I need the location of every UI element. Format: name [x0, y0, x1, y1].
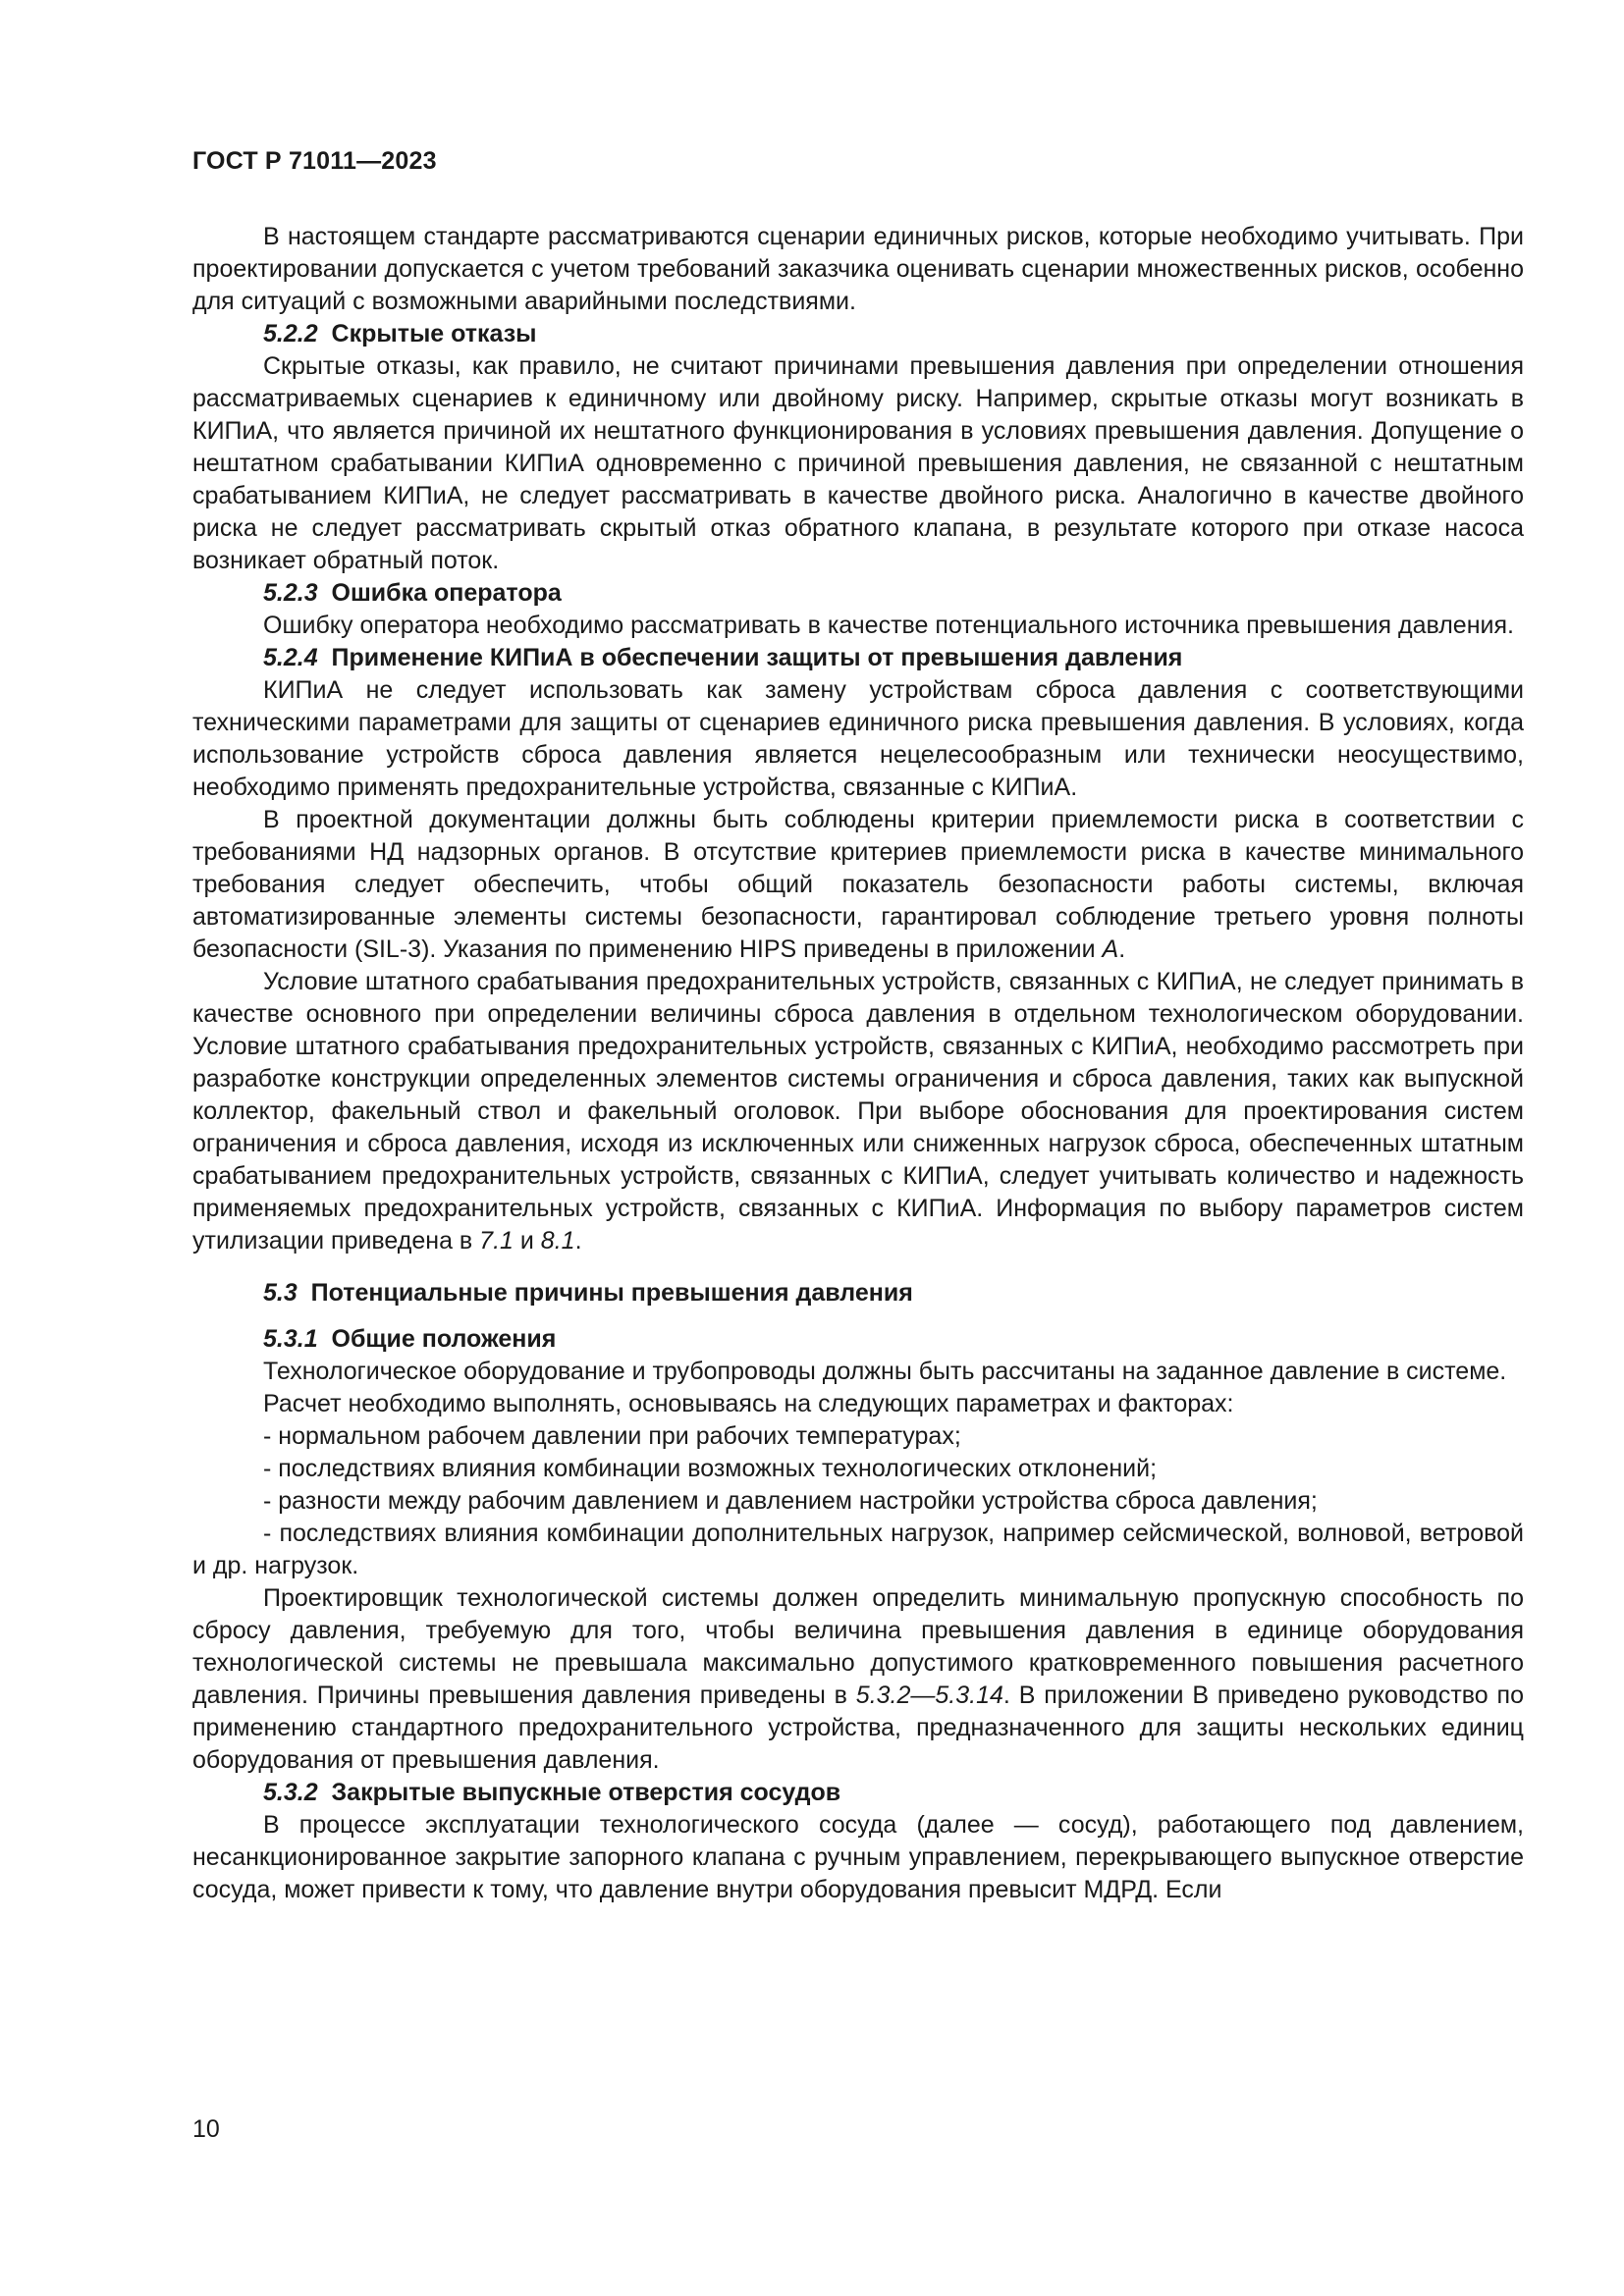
section-heading-5-3-2	[192, 1777, 1524, 1809]
section-heading-5-2-4	[192, 642, 1524, 674]
section-number: 5.3.1	[263, 1325, 318, 1353]
section-reference: 8.1	[540, 1227, 575, 1255]
paragraph-5-3-1-a: Технологическое оборудование и трубопроводы должны быть рассчитаны на заданное давление в системе.	[263, 1358, 1507, 1385]
section-title: Потенциальные причины превышения давления	[310, 1279, 913, 1307]
paragraph-text: В проектной документации должны быть соблюдены критерии приемлемости риска в соответствии с требованиями НД надзорных органов. В отсутствие критериев приемлемости риска в качестве минимального требования следует обеспечить, чтобы общий показатель безопасности работы системы, включая автоматизированные элементы системы безопасности, гарантировал соблюдение третьего уровня полноты безопасности (SIL-3). Указания по применению HIPS приведены в приложении	[192, 806, 1524, 963]
section-number: 5.3.2	[263, 1779, 318, 1806]
paragraph-text: . В приложении В приведено руководство по применению стандартного предохранительного устройства, предназначенного для защиты нескольких единиц оборудования от превышения давления.	[192, 1682, 1524, 1774]
paragraph-5-3-1-c	[192, 1582, 1524, 1777]
section-title: Применение КИПиА в обеспечении защиты от превышения давления	[331, 644, 1183, 671]
document-body	[192, 221, 1524, 1906]
section-title: Скрытые отказы	[331, 320, 537, 347]
paragraph-text: Условие штатного срабатывания предохранительных устройств, связанных с КИПиА, не следует принимать в качестве основного при определении величины сброса давления в отдельном технологическом оборудовании. Условие штатного срабатывания предохранительных устройств, связанных с КИПиА, необходимо рассмотреть при разработке конструкции определенных элементов системы ограничения и сброса давления, таких как выпускной коллектор, факельный ствол и факельный оголовок. При выборе обоснования для проектирования систем ограничения и сброса давления, исходя из исключенных или сниженных нагрузок сброса, обеспеченных штатным срабатыванием предохранительных устройств, связанных с КИПиА, следует учитывать количество и надежность применяемых предохранительных устройств, связанных с КИПиА. Информация по выбору параметров систем утилизации приведена в	[192, 968, 1524, 1255]
paragraph-text: и	[513, 1227, 541, 1255]
section-heading-5-2-2	[192, 318, 1524, 350]
section-reference: 7.1	[479, 1227, 514, 1255]
paragraph-5-2-4-c	[192, 966, 1524, 1257]
section-number: 5.2.3	[263, 579, 318, 607]
section-title: Общие положения	[331, 1325, 557, 1353]
paragraph-5-2-4-b	[192, 804, 1524, 966]
paragraph-5-2-3: Ошибку оператора необходимо рассматривать в качестве потенциального источника превышения давления.	[263, 612, 1514, 639]
paragraph-5-3-1-b: Расчет необходимо выполнять, основываясь на следующих параметрах и факторах:	[263, 1390, 1234, 1417]
section-number: 5.2.4	[263, 644, 318, 671]
appendix-reference: А	[1102, 935, 1119, 963]
section-title: Закрытые выпускные отверстия сосудов	[331, 1779, 841, 1806]
section-heading-5-3-1	[192, 1323, 1524, 1356]
list-item: - последствиях влияния комбинации дополнительных нагрузок, например сейсмической, волновой, ветровой и др. нагрузок.	[192, 1520, 1524, 1579]
list-item: - разности между рабочим давлением и давлением настройки устройства сброса давления;	[263, 1487, 1318, 1515]
section-number: 5.3	[263, 1279, 298, 1307]
list-item: - последствиях влияния комбинации возможных технологических отклонений;	[263, 1455, 1158, 1482]
section-number: 5.2.2	[263, 320, 318, 347]
paragraph-5-2-2: Скрытые отказы, как правило, не считают причинами превышения давления при определении отношения рассматриваемых сценариев к единичному или двойному риску. Например, скрытые отказы могут возникать в КИПиА, что является причиной их нештатного функционирования в условиях превышения давления. Допущение о нештатном срабатывании КИПиА одновременно с причиной превышения давления, не связанной с нештатным срабатыванием КИПиА, не следует рассматривать в качестве двойного риска. Аналогично в качестве двойного риска не следует рассматривать скрытый отказ обратного клапана, в результате которого при отказе насоса возникает обратный поток.	[192, 352, 1524, 574]
paragraph-5-2-4-a: КИПиА не следует использовать как замену устройствам сброса давления с соответствующими техническими параметрами для защиты от сценариев единичного риска превышения давления. В условиях, когда использование устройств сброса давления является нецелесообразным или технически неосуществимо, необходимо применять предохранительные устройства, связанные с КИПиА.	[192, 676, 1524, 801]
section-heading-5-2-3	[192, 577, 1524, 610]
section-heading-5-3	[192, 1277, 1524, 1309]
section-title: Ошибка оператора	[331, 579, 562, 607]
paragraph-text: .	[1118, 935, 1126, 963]
page-number: 10	[192, 2115, 220, 2143]
document-id-header: ГОСТ Р 71011—2023	[192, 147, 437, 175]
list-item: - нормальном рабочем давлении при рабочих температурах;	[263, 1422, 961, 1450]
paragraph-text: .	[574, 1227, 582, 1255]
paragraph-intro: В настоящем стандарте рассматриваются сценарии единичных рисков, которые необходимо учитывать. При проектировании допускается с учетом требований заказчика оценивать сценарии множественных рисков, особенно для ситуаций с возможными аварийными последствиями.	[192, 223, 1524, 315]
section-reference: 5.3.2—5.3.14	[855, 1682, 1003, 1709]
paragraph-text: Проектировщик технологической системы должен определить минимальную пропускную способность по сбросу давления, требуемую для того, чтобы величина превышения давления в единице оборудования технологической системы не превышала максимально допустимого кратковременного повышения расчетного давления. Причины превышения давления приведены в	[192, 1584, 1524, 1709]
paragraph-5-3-2: В процессе эксплуатации технологического сосуда (далее — сосуд), работающего под давлением, несанкционированное закрытие запорного клапана с ручным управлением, перекрывающего выпускное отверстие сосуда, может привести к тому, что давление внутри оборудования превысит МДРД. Если	[192, 1811, 1524, 1903]
